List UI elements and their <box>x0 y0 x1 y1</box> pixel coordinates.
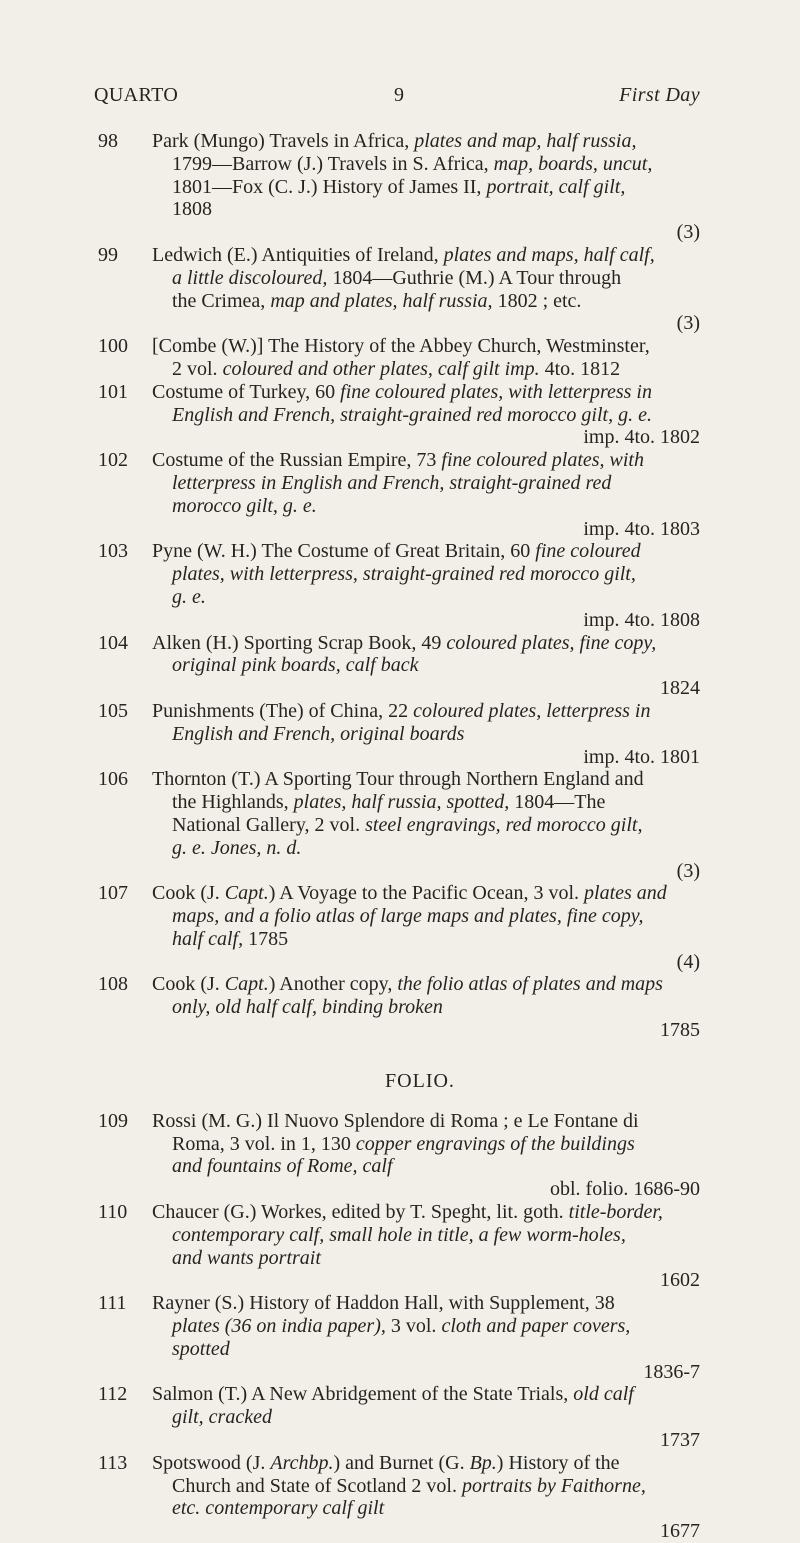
lot-entry <box>0 1110 800 1201</box>
lot-line <box>152 700 700 723</box>
lot-line <box>152 791 700 814</box>
lot-line <box>152 1383 700 1406</box>
lot-text-run: Punishments (The) of China, 22 <box>152 699 414 722</box>
lot-right-detail: (3) <box>676 859 700 882</box>
lot-line <box>152 335 700 358</box>
lot-entry <box>0 973 800 1041</box>
lot-right-detail: 1737 <box>660 1429 700 1452</box>
lot-italic-text: g. e. <box>172 585 206 608</box>
lot-entry <box>0 632 800 700</box>
lot-italic-text: plates, with letterpress, straight-grained red morocco gilt, <box>172 563 636 586</box>
lot-line <box>152 1520 700 1543</box>
lot-italic-text: old calf <box>573 1383 634 1406</box>
lot-italic-text: Archbp. <box>270 1451 334 1474</box>
lot-description <box>152 768 700 882</box>
lot-line <box>152 404 700 427</box>
lot-line <box>152 449 700 472</box>
lot-italic-text: plates and <box>584 882 667 905</box>
lot-text-run: the Crimea, <box>172 289 271 312</box>
lot-italic-text: English and French, original boards <box>172 722 465 745</box>
lot-text-run: Park (Mungo) Travels in Africa, <box>152 130 415 152</box>
lot-italic-text: fine coloured <box>535 540 641 563</box>
lot-italic-text: copper engravings of the buildings <box>355 1132 635 1155</box>
lot-number: 108 <box>98 973 128 996</box>
lot-line <box>152 472 700 495</box>
lot-right-detail: (4) <box>676 950 700 973</box>
lot-line <box>152 426 700 449</box>
lot-line <box>152 176 700 199</box>
lot-text-run: 1804—Guthrie (M.) A Tour through <box>327 266 622 289</box>
lot-right-detail: 1785 <box>660 1019 700 1042</box>
lot-entry <box>0 882 800 973</box>
lot-description <box>152 882 700 973</box>
lot-text-run: 2 vol. <box>172 357 223 380</box>
lot-italic-text: portraits by Faithorne, <box>461 1474 646 1497</box>
lot-number: 109 <box>98 1109 128 1132</box>
lot-number: 99 <box>98 243 118 266</box>
lot-text-run: Cook (J. <box>152 882 225 905</box>
lot-italic-text: maps, and a folio atlas of large maps and plates, fine copy, <box>172 905 644 928</box>
lot-italic-text: plates (36 on india paper), <box>172 1315 386 1338</box>
lot-number: 102 <box>98 449 128 472</box>
lot-number: 107 <box>98 882 128 905</box>
header-day-label: First Day <box>619 84 700 106</box>
lot-text-run: Alken (H.) Sporting Scrap Book, 49 <box>152 631 447 654</box>
lot-line <box>152 1110 700 1133</box>
lot-description <box>152 1110 700 1201</box>
lot-italic-text: contemporary calf, small hole in title, a few worm-holes, <box>172 1223 626 1246</box>
lot-italic-text: etc. contemporary calf gilt <box>172 1497 385 1520</box>
section-heading-folio: FOLIO. <box>385 1069 455 1092</box>
lot-italic-text: map and plates, half russia, <box>270 289 493 312</box>
lot-italic-text: portrait, calf gilt, <box>486 175 626 198</box>
lot-entry <box>0 335 800 381</box>
lot-right-detail: (3) <box>676 312 700 335</box>
lot-text-run: Pyne (W. H.) The Costume of Great Britain, 60 <box>152 540 536 563</box>
lot-text-run: ) A Voyage to the Pacific Ocean, 3 vol. <box>268 882 585 905</box>
lot-line <box>152 586 700 609</box>
lot-line <box>152 1155 700 1178</box>
lot-text-run: Spotswood (J. <box>152 1451 271 1474</box>
lot-italic-text: map, boards, uncut, <box>493 152 653 175</box>
lot-number: 100 <box>98 335 128 358</box>
lot-entry <box>0 1201 800 1292</box>
lot-right-detail: obl. folio. 1686-90 <box>550 1178 700 1201</box>
lot-line <box>152 1019 700 1042</box>
lot-right-detail: 1824 <box>660 677 700 700</box>
lot-line <box>152 1269 700 1292</box>
lot-text-run: Thornton (T.) A Sporting Tour through Northern England and <box>152 768 644 791</box>
lot-italic-text: spotted <box>172 1337 230 1360</box>
lot-entry <box>0 381 800 449</box>
lot-italic-text: English and French, straight-grained red morocco gilt, g. e. <box>172 403 652 426</box>
lot-description <box>152 449 700 540</box>
lot-line <box>152 267 700 290</box>
lot-line <box>152 244 700 267</box>
lot-line <box>152 654 700 677</box>
lot-entry <box>0 700 800 768</box>
header-section-label: QUARTO <box>94 84 179 106</box>
lot-italic-text: g. e. Jones, n. d. <box>172 836 302 859</box>
lot-text-run: 1801—Fox (C. J.) History of James II, <box>172 175 487 198</box>
lot-text-run: Costume of Turkey, 60 <box>152 380 341 403</box>
lot-italic-text: and wants portrait <box>172 1246 321 1269</box>
lot-line <box>152 518 700 541</box>
lot-italic-text: a little discoloured, <box>172 266 328 289</box>
lot-entry <box>0 130 800 244</box>
lot-line <box>152 973 700 996</box>
lot-description <box>152 700 700 768</box>
lot-text-run: Rayner (S.) History of Haddon Hall, with Supplement, 38 <box>152 1292 615 1315</box>
lot-right-detail: 1677 <box>660 1520 700 1543</box>
lot-description <box>152 1292 700 1383</box>
lot-right-detail: imp. 4to. 1802 <box>583 426 700 449</box>
lot-text-run: National Gallery, 2 vol. <box>172 813 366 836</box>
lot-right-detail: (3) <box>676 221 700 244</box>
lot-text-run: ) and Burnet (G. <box>333 1451 470 1474</box>
lot-italic-text: Capt. <box>224 882 269 905</box>
lot-italic-text: original pink boards, calf back <box>172 654 419 677</box>
lot-line <box>152 996 700 1019</box>
lot-line <box>152 1475 700 1498</box>
lot-line <box>152 1178 700 1201</box>
lot-line <box>152 882 700 905</box>
lot-number: 101 <box>98 380 128 403</box>
lot-text-run: 3 vol. <box>385 1315 442 1338</box>
lot-line <box>152 1361 700 1384</box>
lot-text-run: ) Another copy, <box>268 973 398 996</box>
lot-number: 112 <box>98 1383 128 1406</box>
lot-description <box>152 1383 700 1451</box>
lot-line <box>152 609 700 632</box>
lot-right-detail: 1602 <box>660 1269 700 1292</box>
catalogue-entries <box>0 130 800 1543</box>
folio-lot-list <box>0 1110 800 1543</box>
lot-line <box>152 290 700 313</box>
lot-italic-text: gilt, cracked <box>172 1406 272 1429</box>
lot-text-run: 1799—Barrow (J.) Travels in S. Africa, <box>172 152 494 175</box>
lot-number: 105 <box>98 699 128 722</box>
lot-description <box>152 540 700 631</box>
lot-line <box>152 1406 700 1429</box>
lot-number: 103 <box>98 540 128 563</box>
lot-text-run: 1802 ; etc. <box>492 289 582 312</box>
lot-line <box>152 928 700 951</box>
lot-text-run: the Highlands, <box>172 791 294 814</box>
lot-italic-text: plates, half russia, spotted, <box>293 791 510 814</box>
lot-italic-text: morocco gilt, g. e. <box>172 494 317 517</box>
lot-description <box>152 1201 700 1292</box>
lot-text-run: Roma, 3 vol. in 1, 130 <box>172 1132 356 1155</box>
lot-line <box>152 381 700 404</box>
lot-line <box>152 860 700 883</box>
lot-entry <box>0 1292 800 1383</box>
lot-line <box>152 677 700 700</box>
lot-description <box>152 130 700 244</box>
lot-line <box>152 221 700 244</box>
lot-description <box>152 381 700 449</box>
lot-line <box>152 563 700 586</box>
lot-italic-text: fine coloured plates, with <box>441 449 644 472</box>
lot-italic-text: steel engravings, red morocco gilt, <box>365 813 643 836</box>
lot-line <box>152 1292 700 1315</box>
lot-description <box>152 1452 700 1543</box>
lot-text-run: 1808 <box>172 198 212 221</box>
quarto-lot-list <box>0 130 800 1042</box>
lot-description <box>152 335 700 381</box>
lot-entry <box>0 768 800 882</box>
lot-line <box>152 1452 700 1475</box>
lot-text-run: 1804—The <box>509 791 606 814</box>
lot-line <box>152 1247 700 1270</box>
lot-text-run: Cook (J. <box>152 973 225 996</box>
lot-italic-text: Capt. <box>224 973 269 996</box>
lot-italic-text: fine coloured plates, with letterpress in <box>340 380 652 403</box>
lot-line <box>152 358 700 381</box>
lot-number: 110 <box>98 1201 128 1224</box>
lot-line <box>152 1224 700 1247</box>
lot-italic-text: half calf, <box>172 927 244 950</box>
lot-italic-text: only, old half calf, binding broken <box>172 996 443 1019</box>
lot-description <box>152 632 700 700</box>
lot-italic-text: coloured plates, letterpress in <box>413 699 651 722</box>
running-head <box>94 84 700 112</box>
lot-text-run: Costume of the Russian Empire, 73 <box>152 449 442 472</box>
lot-italic-text: Bp. <box>469 1451 497 1474</box>
lot-text-run: Ledwich (E.) Antiquities of Ireland, <box>152 243 444 266</box>
lot-text-run: [Combe (W.)] The History of the Abbey Church, Westminster, <box>152 335 650 358</box>
lot-description <box>152 973 700 1041</box>
lot-line <box>152 198 700 221</box>
lot-line <box>152 1338 700 1361</box>
lot-italic-text: imp. <box>504 357 540 380</box>
lot-line <box>152 951 700 974</box>
lot-line <box>152 312 700 335</box>
lot-italic-text: plates and map, half russia, <box>414 130 637 152</box>
lot-line <box>152 153 700 176</box>
lot-text-run: ) History of the <box>496 1451 620 1474</box>
lot-right-detail: imp. 4to. 1803 <box>583 517 700 540</box>
lot-text-run: 1785 <box>243 927 289 950</box>
lot-entry <box>0 1383 800 1451</box>
lot-number: 111 <box>98 1292 127 1315</box>
lot-text-run: Church and State of Scotland 2 vol. <box>172 1474 462 1497</box>
lot-line <box>152 495 700 518</box>
lot-line <box>152 1429 700 1452</box>
lot-entry <box>0 1452 800 1543</box>
lot-italic-text: letterpress in English and French, straight-grained red <box>172 471 612 494</box>
lot-line <box>152 1497 700 1520</box>
lot-text-run: Chaucer (G.) Workes, edited by T. Speght, lit. goth. <box>152 1201 569 1224</box>
lot-italic-text: and fountains of Rome, calf <box>172 1155 393 1178</box>
lot-entry <box>0 244 800 335</box>
lot-right-detail: imp. 4to. 1801 <box>583 745 700 768</box>
lot-italic-text: plates and maps, half calf, <box>443 243 655 266</box>
lot-line <box>152 723 700 746</box>
lot-number: 104 <box>98 631 128 654</box>
lot-line <box>152 814 700 837</box>
lot-italic-text: title-border, <box>568 1201 663 1224</box>
lot-number: 113 <box>98 1451 128 1474</box>
lot-text-run: 4to. 1812 <box>539 357 621 380</box>
page-number: 9 <box>394 84 405 106</box>
lot-line <box>152 905 700 928</box>
lot-entry <box>0 449 800 540</box>
lot-right-detail: imp. 4to. 1808 <box>583 608 700 631</box>
lot-number: 106 <box>98 768 128 791</box>
lot-right-detail: 1836-7 <box>643 1360 700 1383</box>
lot-description <box>152 244 700 335</box>
lot-number: 98 <box>98 130 118 152</box>
lot-text-run: Salmon (T.) A New Abridgement of the State Trials, <box>152 1383 574 1406</box>
lot-italic-text: coloured plates, fine copy, <box>446 631 657 654</box>
lot-line <box>152 1201 700 1224</box>
lot-line <box>152 130 700 153</box>
lot-italic-text: coloured and other plates, calf gilt <box>222 357 500 380</box>
lot-entry <box>0 540 800 631</box>
lot-italic-text: cloth and paper covers, <box>441 1315 631 1338</box>
lot-line <box>152 540 700 563</box>
lot-line <box>152 632 700 655</box>
lot-line <box>152 746 700 769</box>
lot-italic-text: the folio atlas of plates and maps <box>397 973 663 996</box>
lot-text-run: Rossi (M. G.) Il Nuovo Splendore di Roma ; e Le Fontane di <box>152 1109 639 1132</box>
lot-line <box>152 1133 700 1156</box>
lot-line <box>152 837 700 860</box>
lot-line <box>152 1315 700 1338</box>
lot-line <box>152 768 700 791</box>
